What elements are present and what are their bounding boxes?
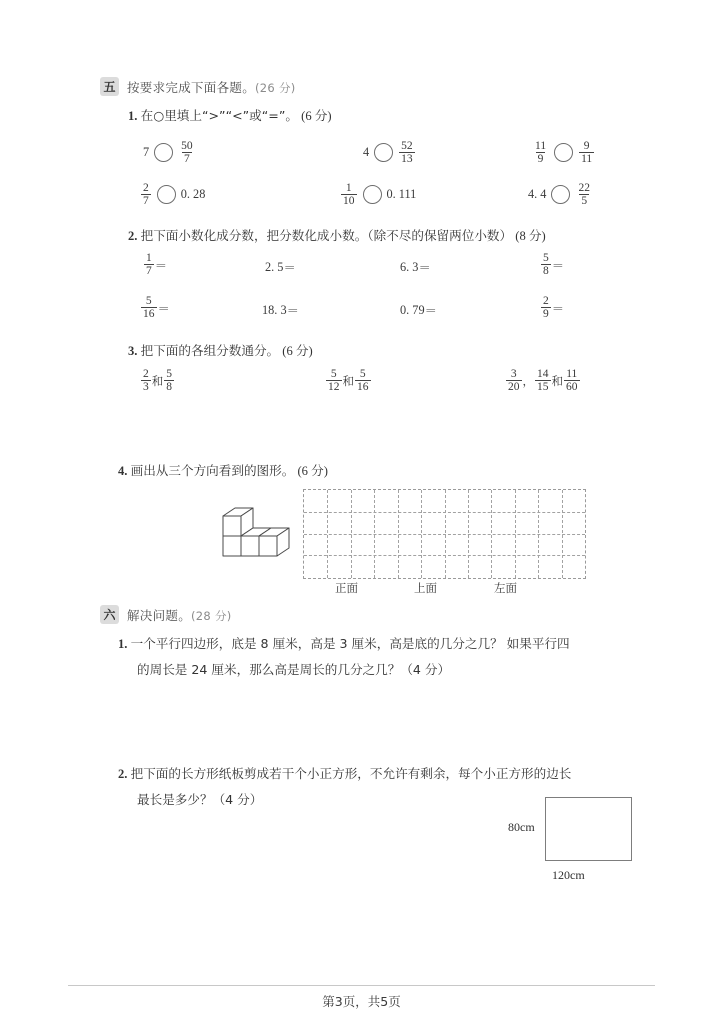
answer-circle[interactable]	[154, 143, 173, 162]
decimal-value: 18. 3	[262, 302, 287, 317]
numerator: 11	[535, 140, 547, 152]
operand-left: 4	[363, 145, 370, 160]
numerator: 50	[181, 140, 193, 152]
answer-circle[interactable]	[157, 185, 176, 204]
numerator: 3	[510, 368, 517, 380]
section6-q2-line2: 最长是多少？（4 分）	[137, 792, 263, 807]
fraction	[141, 295, 157, 320]
decimal-value: 6. 3	[400, 259, 419, 274]
equals-sign: ＝	[154, 258, 168, 273]
denominator: 5	[581, 195, 588, 208]
section-5-header	[100, 77, 296, 96]
denominator: 7	[143, 195, 149, 208]
decimal-value: 2. 5	[265, 259, 284, 274]
section5-q1-item-5	[340, 182, 416, 207]
section6-q2	[118, 762, 638, 787]
section6-q1-line2: 的周长是 24 厘米，那么高是周长的几分之几？（4 分）	[137, 662, 451, 677]
numerator: 2	[143, 368, 149, 380]
equals-sign: ＝	[157, 301, 170, 316]
view-label-front: 正面	[335, 581, 358, 595]
denominator: 8	[543, 265, 549, 278]
fraction	[564, 368, 580, 393]
fraction	[506, 368, 522, 393]
answer-circle[interactable]	[551, 185, 570, 204]
section-6-header	[100, 605, 232, 624]
numerator: 14	[537, 368, 549, 380]
section5-q2-number: 2.	[128, 229, 138, 243]
denominator: 7	[184, 153, 190, 166]
numerator: 5	[359, 368, 366, 380]
answer-circle[interactable]	[554, 143, 573, 162]
view-label-left: 左面	[494, 581, 517, 595]
denominator: 16	[143, 308, 155, 321]
operand-right-fraction	[579, 140, 594, 165]
section5-q2-item-8	[540, 295, 564, 320]
section5-q2-score: (8 分)	[515, 229, 546, 243]
denominator: 13	[401, 153, 413, 166]
section5-q1-text: 在○里填上“>”“<”或“=”。	[140, 108, 298, 123]
section-5-title-text: 按要求完成下面各题。	[127, 79, 256, 95]
conjunction: 和	[342, 373, 354, 388]
section5-q3-group-1	[140, 368, 175, 393]
section-5-score: (26 分)	[255, 80, 296, 95]
section-6-score: (28 分)	[191, 608, 232, 623]
section5-q1-item-3	[532, 140, 595, 165]
operand-right-fraction	[576, 182, 592, 207]
section-6-title	[127, 606, 232, 624]
section5-q3-text: 把下面的各组分数通分。	[140, 343, 280, 358]
answer-circle[interactable]	[374, 143, 393, 162]
grid-cells	[304, 490, 585, 578]
section-6-badge: 六	[100, 605, 119, 624]
section5-q4-prompt	[118, 459, 328, 484]
section6-q1-number: 1.	[118, 637, 128, 651]
fraction	[326, 368, 342, 393]
numerator: 11	[566, 368, 578, 380]
rectangle-height-label: 80cm	[508, 820, 535, 834]
section5-q3-number: 3.	[128, 344, 138, 358]
section5-q2-item-7	[400, 301, 437, 319]
fraction	[535, 368, 551, 393]
section5-q2-item-6	[262, 301, 299, 319]
section-5-badge: 五	[100, 77, 119, 96]
section5-q1-item-2	[363, 140, 416, 165]
numerator: 2	[143, 182, 149, 194]
section-6-title-text: 解决问题。	[127, 607, 192, 623]
denominator: 11	[581, 153, 593, 166]
fraction	[141, 368, 151, 393]
fraction	[541, 295, 551, 320]
operand-right-fraction	[179, 140, 195, 165]
section5-q3-group-3	[505, 368, 581, 393]
denominator: 60	[566, 381, 578, 394]
numerator: 22	[578, 182, 590, 194]
section6-q1	[118, 632, 638, 657]
equals-sign: ＝	[418, 261, 431, 275]
section5-q1-item-6	[528, 182, 593, 207]
separator: ，	[522, 375, 534, 388]
denominator: 16	[357, 381, 369, 394]
section5-q1-item-4	[140, 182, 205, 207]
equals-sign: ＝	[551, 301, 565, 316]
section6-q2-number: 2.	[118, 767, 128, 781]
equals-sign: ＝	[286, 304, 299, 318]
operand-left: 7	[143, 145, 150, 160]
section5-q2-item-1	[143, 252, 167, 277]
denominator: 10	[343, 195, 355, 208]
three-view-answer-grid[interactable]	[303, 489, 586, 579]
fraction	[144, 252, 154, 277]
operand-left: 4. 4	[528, 187, 547, 202]
section5-q4-number: 4.	[118, 464, 128, 478]
section-5-title	[127, 78, 296, 96]
section5-q3-group-2	[325, 368, 372, 393]
operand-right: 0. 28	[180, 187, 206, 202]
section6-q2-line1: 把下面的长方形纸板剪成若干个小正方形，不允许有剩余，每个小正方形的边长	[130, 766, 572, 781]
section5-q4-score: (6 分)	[297, 464, 328, 478]
equals-sign: ＝	[424, 304, 437, 318]
answer-circle[interactable]	[363, 185, 382, 204]
numerator: 9	[583, 140, 590, 152]
numerator: 5	[330, 368, 337, 380]
equals-sign: ＝	[551, 258, 565, 273]
numerator: 5	[166, 368, 172, 380]
equals-sign: ＝	[283, 261, 296, 275]
fraction	[164, 368, 174, 393]
conjunction: 和	[551, 373, 563, 388]
section5-q2-item-3	[400, 258, 431, 276]
section5-q2-prompt	[128, 224, 546, 249]
decimal-value: 0. 79	[400, 302, 425, 317]
operand-left-fraction	[341, 182, 357, 207]
rectangle-width-label: 120cm	[552, 868, 585, 882]
numerator: 1	[146, 252, 152, 264]
section5-q1-score: (6 分)	[301, 109, 332, 123]
denominator: 8	[166, 381, 172, 394]
denominator: 7	[146, 265, 152, 278]
footer-divider	[68, 985, 655, 986]
fraction	[541, 252, 551, 277]
section5-q2-text: 把下面小数化成分数，把分数化成小数。（除不尽的保留两位小数）	[140, 228, 513, 243]
denominator: 9	[543, 308, 549, 321]
denominator: 20	[508, 381, 520, 394]
cube-solid-figure	[205, 498, 310, 570]
section5-q1-number: 1.	[128, 109, 138, 123]
numerator: 1	[345, 182, 352, 194]
fraction	[355, 368, 371, 393]
conjunction: 和	[151, 373, 164, 388]
section5-q3-score: (6 分)	[282, 344, 313, 358]
section5-q1-item-1	[143, 140, 196, 165]
section5-q2-item-4	[540, 252, 564, 277]
denominator: 15	[537, 381, 549, 394]
operand-right-fraction	[399, 140, 415, 165]
rectangle-board-shape	[545, 797, 632, 861]
section5-q2-item-2	[265, 258, 296, 276]
denominator: 3	[143, 381, 149, 394]
operand-right: 0. 111	[386, 187, 417, 202]
numerator: 5	[145, 295, 152, 307]
page-footer: 第3页，共5页	[322, 994, 401, 1009]
operand-left-fraction	[141, 182, 151, 207]
denominator: 9	[537, 153, 544, 166]
numerator: 5	[543, 252, 549, 264]
section5-q2-item-5	[140, 295, 170, 320]
view-label-top: 上面	[414, 581, 437, 595]
section6-q1-line1: 一个平行四边形，底是 8 厘米，高是 3 厘米，高是底的几分之几？ 如果平行四	[130, 636, 570, 651]
section5-q3-prompt	[128, 339, 313, 364]
numerator: 2	[543, 295, 549, 307]
operand-left-fraction	[533, 140, 548, 165]
section5-q4-text: 画出从三个方向看到的图形。	[130, 463, 295, 478]
numerator: 52	[401, 140, 413, 152]
denominator: 12	[328, 381, 340, 394]
section5-q1-prompt	[128, 104, 332, 129]
